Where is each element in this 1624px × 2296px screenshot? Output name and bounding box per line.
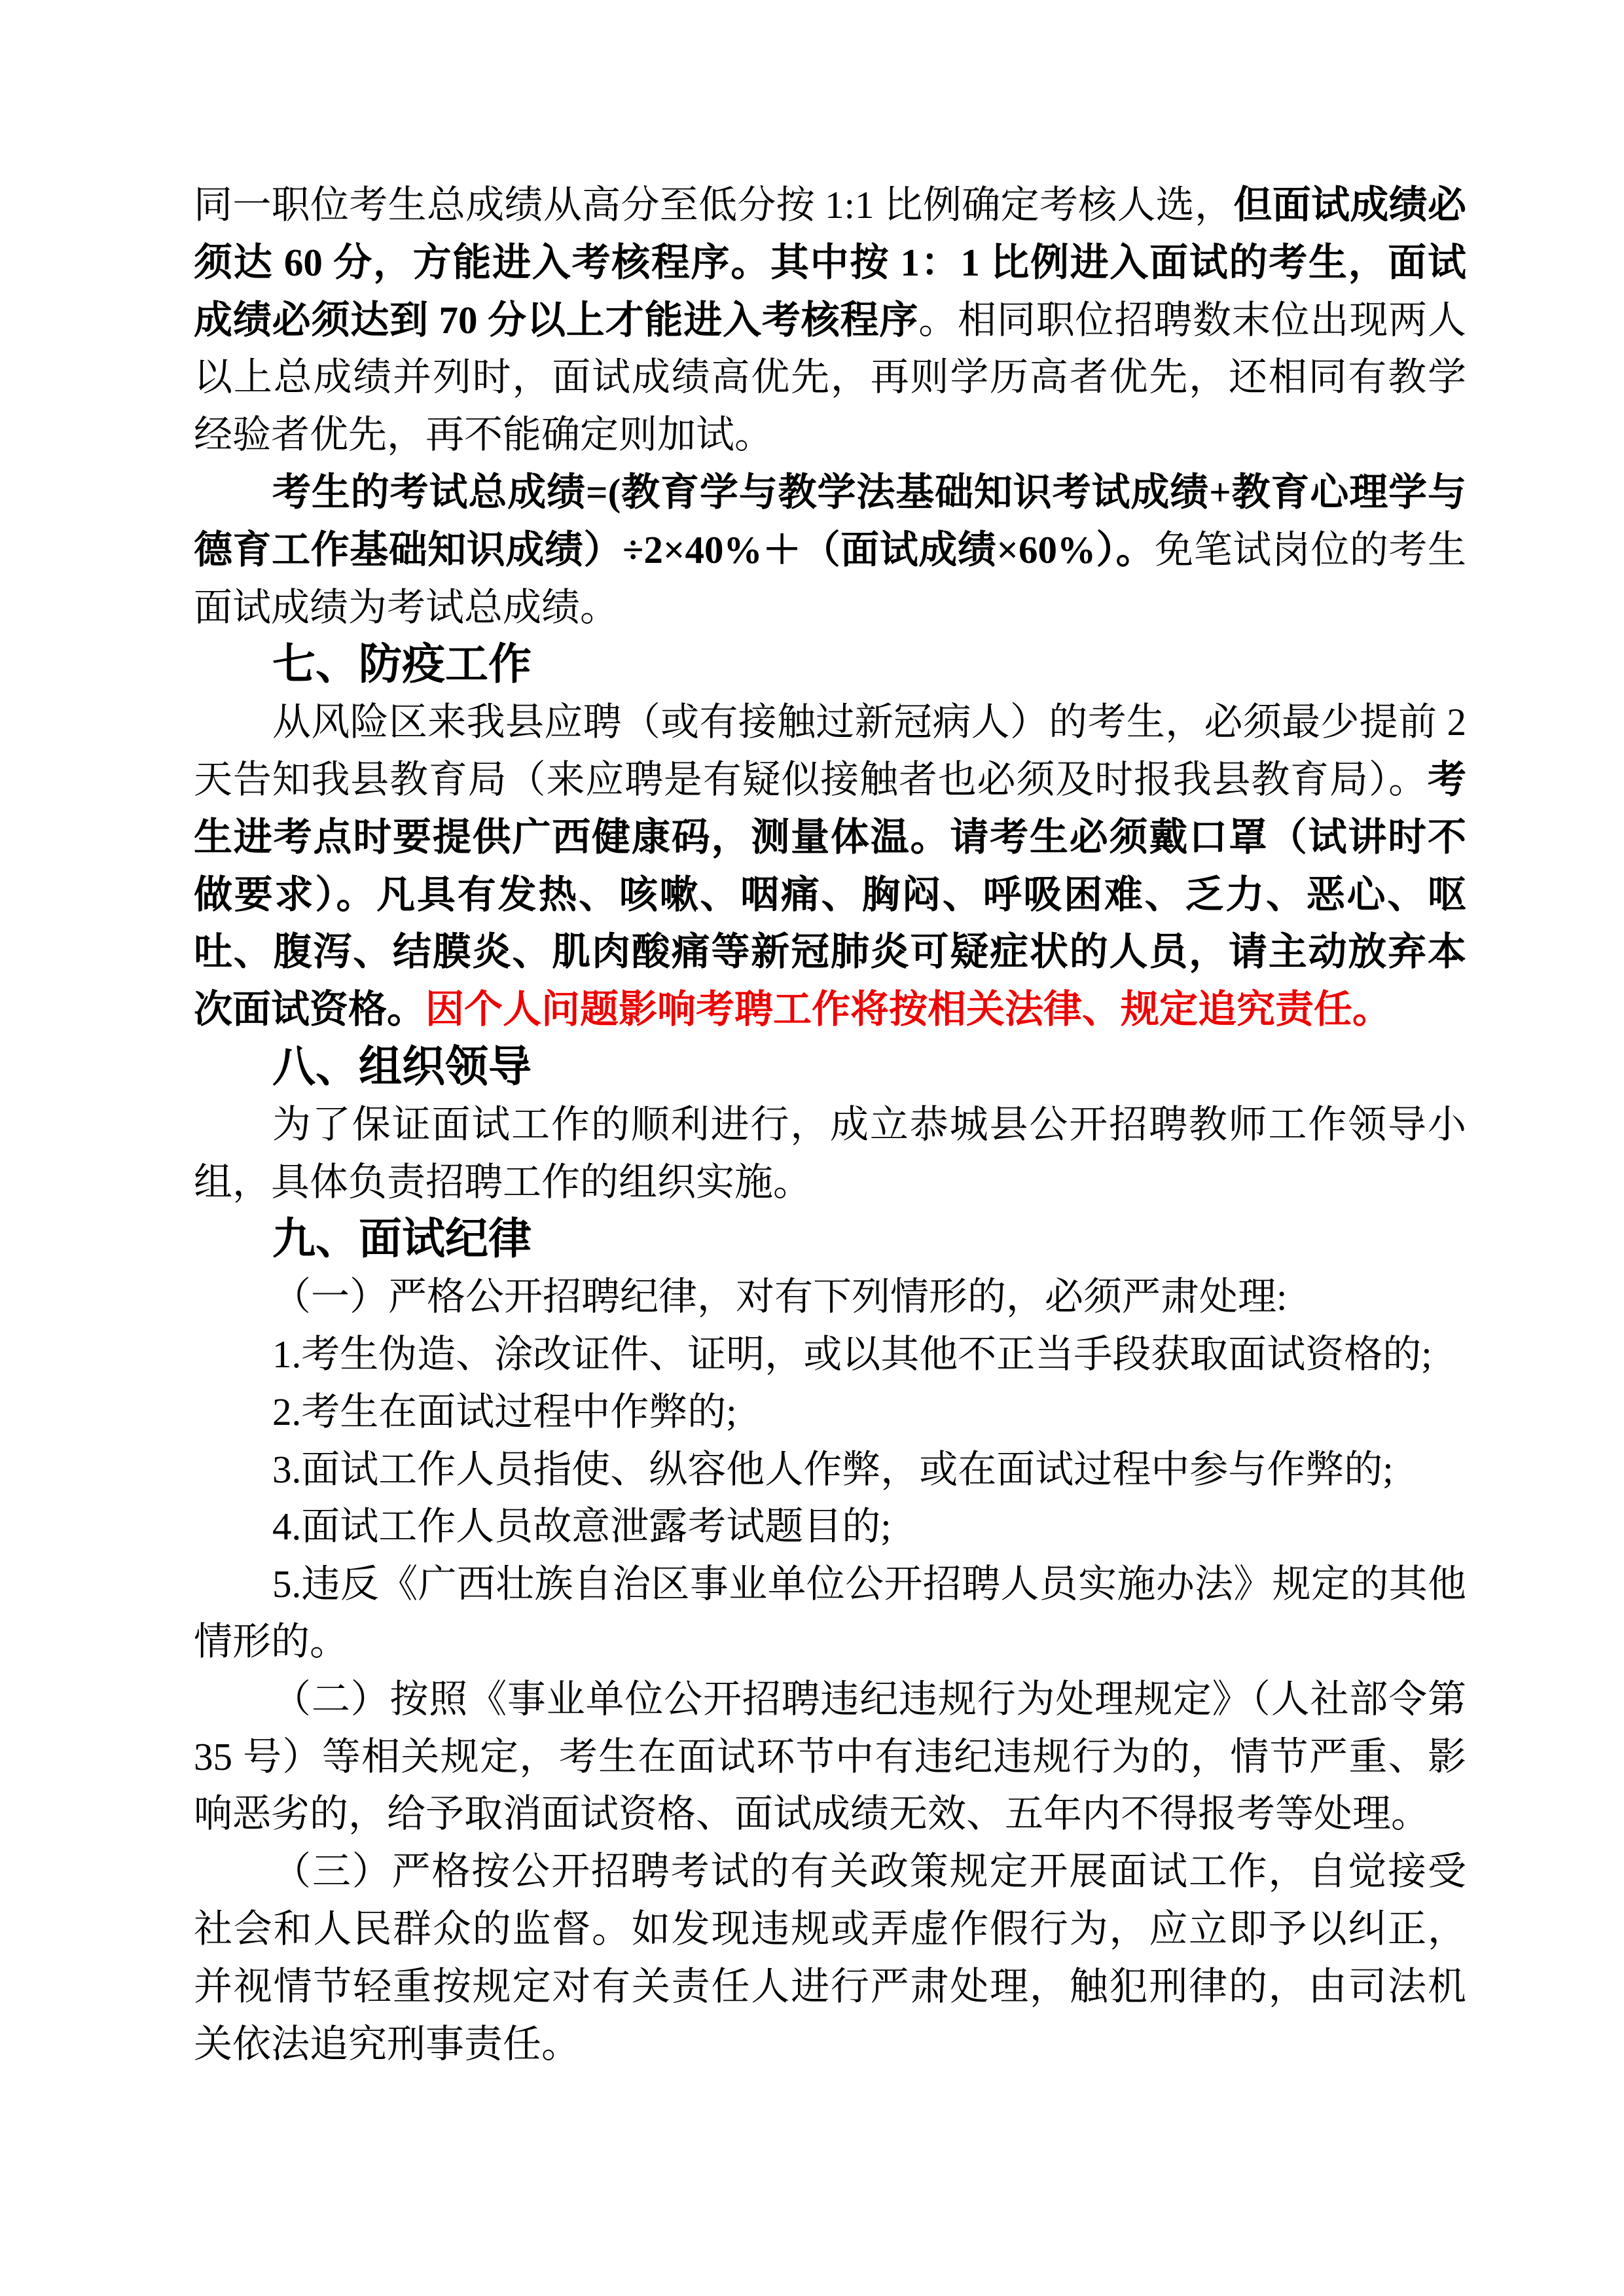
emphasis-red-text: 因个人问题影响考聘工作将按相关法律、规定追究责任。 [425, 988, 1392, 1031]
para-discipline-item-5 [194, 1556, 1466, 1671]
emphasis-bold-text: 九、面试纪律 [272, 1215, 532, 1264]
para-leadership-group [194, 1096, 1466, 1211]
emphasis-bold-text: 七、防疫工作 [272, 641, 532, 689]
body-text: 同一职位考生总成绩从高分至低分按 1:1 比例确定考核人选， [194, 183, 1234, 226]
para-epidemic-prevention-rules [194, 694, 1466, 1039]
para-discipline-supervision [194, 1843, 1466, 2073]
para-score-ranking-rule [194, 177, 1466, 464]
emphasis-bold-text: 但面试成绩必须达 60 分，方能进入考核程序。其中按 1：1 比例进入面试的考生，面试成绩必须达到 70 分以上才能进入考核程序 [194, 183, 1466, 342]
document-body [194, 177, 1466, 2073]
para-discipline-item-1 [194, 1326, 1466, 1384]
para-discipline-item-2 [194, 1384, 1466, 1441]
para-discipline-item-3 [194, 1441, 1466, 1499]
para-discipline-item-4 [194, 1498, 1466, 1556]
body-text: （二）按照《事业单位公开招聘违纪违规行为处理规定》（人社部令第 35 号）等相关规定，考生在面试环节中有违纪违规行为的，情节严重、影响恶劣的，给予取消面试资格、面试成绩无效、五年内不得报考等处理。 [194, 1677, 1466, 1836]
heading-section-9-interview-discipline [194, 1211, 1466, 1268]
body-text: （三）严格按公开招聘考试的有关政策规定开展面试工作，自觉接受社会和人民群众的监督。如发现违规或弄虚作假行为，应立即予以纠正，并视情节轻重按规定对有关责任人进行严肃处理，触犯刑律的，由司法机关依法追究刑事责任。 [194, 1850, 1466, 2066]
para-total-score-formula [194, 464, 1466, 636]
body-text: 。相同职位招聘数末位出现两人以上总成绩并列时，面试成绩高优先，再则学历高者优先，还相同有教学经验者优先，再不能确定则加试。 [194, 298, 1466, 457]
emphasis-bold-text: 考生进考点时要提供广西健康码，测量体温。请考生必须戴口罩（试讲时不做要求）。凡具有发热、咳嗽、咽痛、胸闷、呼吸困难、乏力、恶心、呕吐、腹泻、结膜炎、肌肉酸痛等新冠肺炎可疑症状的人员，请主动放弃本次面试资格。 [194, 757, 1466, 1031]
body-text: 3.面试工作人员指使、纵容他人作弊，或在面试过程中参与作弊的; [272, 1447, 1394, 1491]
body-text: （一）严格公开招聘纪律，对有下列情形的，必须严肃处理: [272, 1275, 1288, 1319]
body-text: 5.违反《广西壮族自治区事业单位公开招聘人员实施办法》规定的其他情形的。 [194, 1562, 1466, 1663]
heading-section-7-epidemic-prevention [194, 636, 1466, 694]
body-text: 2.考生在面试过程中作弊的; [272, 1390, 737, 1433]
body-text: 从风险区来我县应聘（或有接触过新冠病人）的考生，必须最少提前 2 天告知我县教育局（来应聘是有疑似接触者也必须及时报我县教育局）。 [194, 700, 1466, 801]
body-text: 免笔试岗位的考生面试成绩为考试总成绩。 [194, 528, 1466, 629]
body-text: 1.考生伪造、涂改证件、证明，或以其他不正当手段获取面试资格的; [272, 1332, 1432, 1376]
emphasis-bold-text: 考生的考试总成绩=(教育学与教学法基础知识考试成绩+教育心理学与德育工作基础知识成绩）÷2×40%＋（面试成绩×60%）。 [194, 470, 1466, 571]
para-discipline-penalty [194, 1671, 1466, 1843]
body-text: 为了保证面试工作的顺利进行，成立恭城县公开招聘教师工作领导小组，具体负责招聘工作的组织实施。 [194, 1102, 1466, 1204]
para-discipline-intro [194, 1268, 1466, 1326]
emphasis-bold-text: 八、组织领导 [272, 1043, 532, 1091]
heading-section-8-organization-leadership [194, 1039, 1466, 1096]
body-text: 4.面试工作人员故意泄露考试题目的; [272, 1505, 892, 1549]
